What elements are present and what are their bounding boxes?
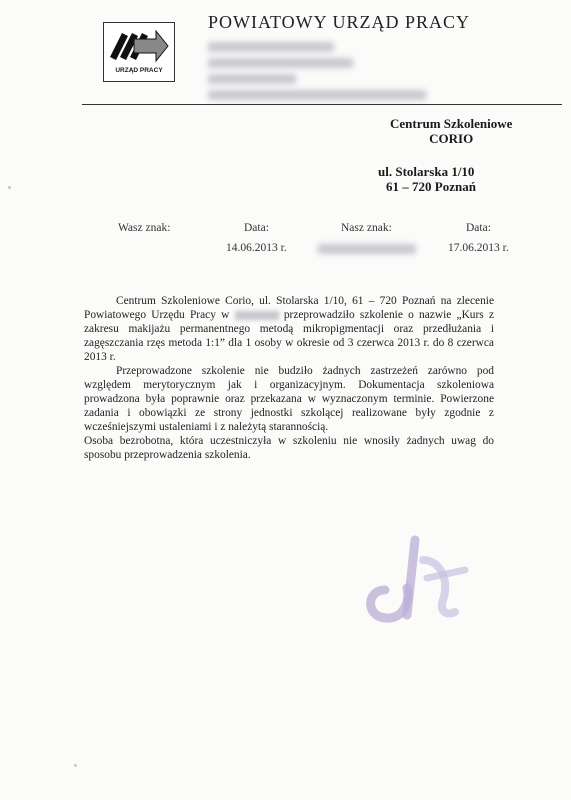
office-logo [103, 22, 175, 82]
redacted-address-line [208, 42, 334, 52]
your-ref-label: Wasz znak: [118, 222, 171, 234]
body-paragraph-1-part-a: Centrum Szkoleniowe Corio, ul. Stolarska 1/10, 61 – 720 Poznań na zlecenie Powiatowego Urzędu Pracy w [84, 295, 494, 321]
redacted-address-line [208, 74, 296, 84]
body-paragraph-2: Przeprowadzone szkolenie nie budziło żadnych zastrzeżeń zarówno pod względem merytorycznym jak i organizacyjnym. Dokumentacja szkoleniowa prowadzona była poprawnie oraz przekazana w wyznaczonym terminie. Powierzone zadania i obowiązki ze strony jednostki szkolącej realizowane były zgodnie z wcześniejszymi ustaleniami i z należytą starannością. [84, 365, 494, 433]
date-label-1: Data: [244, 222, 269, 234]
office-logo-arrow-icon [108, 27, 170, 65]
header-divider [82, 104, 562, 105]
body-paragraph-1 [84, 294, 494, 364]
redacted-our-ref [318, 244, 416, 254]
date-value-2: 17.06.2013 r. [448, 242, 509, 254]
redacted-address-line [208, 58, 353, 68]
date-label-2: Data: [466, 222, 491, 234]
logo-label: URZĄD PRACY [115, 67, 163, 74]
body-paragraph-3: Osoba bezrobotna, która uczestniczyła w szkoleniu nie wnosiły żadnych uwag do sposobu przeprowadzenia szkolenia. [84, 435, 494, 461]
recipient-address [378, 164, 476, 194]
body-paragraph-1-part-b: przeprowadziło szkolenie o nazwie „Kurs z zakresu makijażu permanentnego metodą mikropigmentacji oraz przedłużania i zagęszczania rzęs metoda 1:1” dla 1 osoby w okresie od 3 czerwca 2013 r. do 8 czerwca 2013 r. [84, 309, 494, 363]
our-ref-label: Nasz znak: [341, 222, 392, 234]
office-name-heading: POWIATOWY URZĄD PRACY [208, 12, 471, 32]
redacted-address-line [208, 90, 426, 100]
redacted-city [235, 311, 279, 320]
recipient-street: ul. Stolarska 1/10 [378, 164, 475, 179]
scan-speck [8, 186, 11, 189]
letter-body [84, 294, 494, 462]
date-value-1: 14.06.2013 r. [226, 242, 287, 254]
signature-stamp-icon [355, 520, 475, 635]
recipient-company: CORIO [429, 131, 474, 146]
scan-speck [74, 764, 77, 767]
recipient-block [390, 116, 512, 146]
recipient-name: Centrum Szkoleniowe [390, 116, 513, 131]
recipient-city: 61 – 720 Poznań [386, 179, 476, 194]
